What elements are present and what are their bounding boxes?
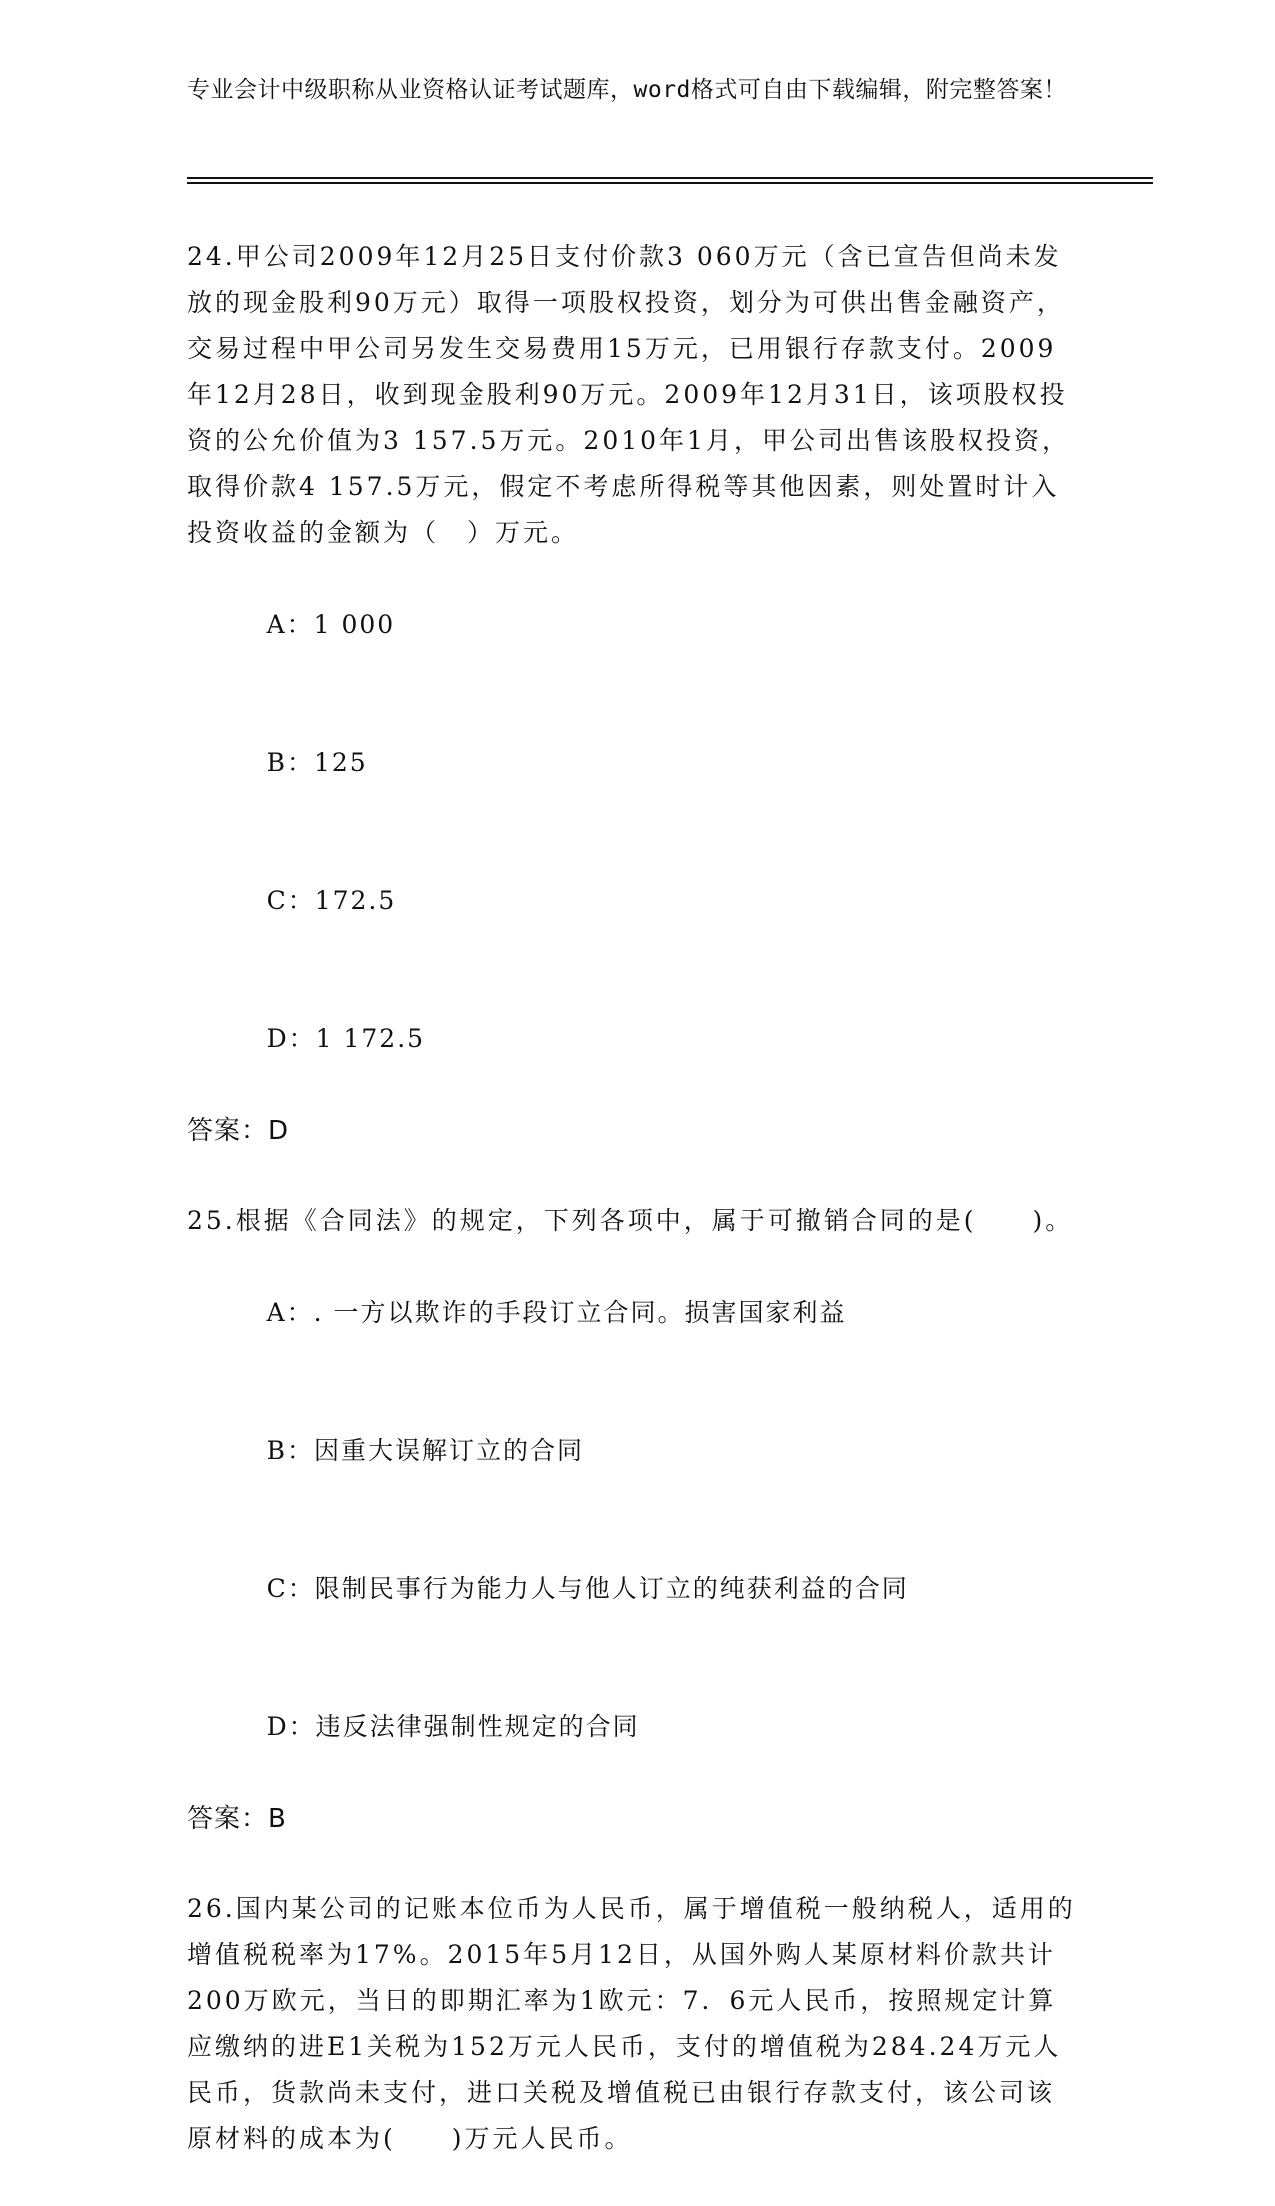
option-b — [187, 694, 1077, 832]
option-a — [187, 556, 1077, 694]
answer-value: D — [268, 1116, 290, 1146]
question-stem: 26.国内某公司的记账本位币为人民币，属于增值税一般纳税人，适用的增值税税率为17%。2015年5月12日，从国外购人某原材料价款共计200万欧元，当日的即期汇率为1欧元：7．6元人民币，按照规定计算应缴纳的进E1关税为152万元人民币，支付的增值税为284.24万元人民币，货款尚未支付，进口关税及增值税已由银行存款支付，该公司该原材料的成本为( )万元人民币。 — [187, 1894, 1076, 2153]
option-text: 限制民事行为能力人与他人订立的纯获利益的合同 — [314, 1574, 909, 1603]
option-text: 1 000 — [313, 610, 396, 639]
question-25 — [187, 1198, 1077, 1842]
option-key: B： — [266, 1436, 314, 1465]
option-text: 125 — [313, 748, 368, 777]
answer-label: 答案： — [187, 1116, 269, 1146]
option-key: D： — [266, 1712, 316, 1741]
option-text: . 一方以欺诈的手段订立合同。损害国家利益 — [313, 1298, 847, 1327]
header-rule-top — [187, 177, 1153, 179]
answer-label: 答案： — [187, 1804, 269, 1834]
option-key: C： — [266, 886, 315, 915]
option-text: 违反法律强制性规定的合同 — [315, 1712, 640, 1741]
question-list — [187, 234, 1077, 2206]
option-key: A： — [266, 1298, 314, 1327]
option-key: B： — [266, 748, 314, 777]
question-24 — [187, 234, 1077, 1154]
header-note: 专业会计中级职称从业资格认证考试题库，word格式可自由下载编辑，附完整答案！ — [187, 77, 1067, 103]
option-d — [187, 1658, 1077, 1796]
option-c — [187, 832, 1077, 970]
option-d — [187, 970, 1077, 1108]
answer-line — [187, 1796, 1077, 1842]
option-key: C： — [266, 1574, 315, 1603]
option-b — [187, 1382, 1077, 1520]
option-text: 1 172.5 — [315, 1024, 426, 1053]
answer-value: B — [268, 1804, 287, 1834]
option-c — [187, 1520, 1077, 1658]
option-a — [187, 1244, 1077, 1382]
question-stem: 24.甲公司2009年12月25日支付价款3 060万元（含已宣告但尚未发放的现金股利90万元）取得一项股权投资，划分为可供出售金融资产，交易过程中甲公司另发生交易费用15万元，已用银行存款支付。2009年12月28日，收到现金股利90万元。2009年12月31日，该项股权投资的公允价值为3 157.5万元。2010年1月，甲公司出售该股权投资，取得价款4 157.5万元，假定不考虑所得税等其他因素，则处置时计入投资收益的金额为（ ）万元。 — [187, 242, 1070, 547]
option-text: 因重大误解订立的合同 — [313, 1436, 584, 1465]
question-stem: 25.根据《合同法》的规定，下列各项中，属于可撤销合同的是( )。 — [187, 1206, 1074, 1235]
option-key: A： — [266, 610, 314, 639]
answer-line — [187, 1108, 1077, 1154]
header-rule-bottom — [187, 182, 1153, 184]
question-26 — [187, 1886, 1077, 2162]
option-text: 172.5 — [314, 886, 397, 915]
option-key: D： — [266, 1024, 316, 1053]
